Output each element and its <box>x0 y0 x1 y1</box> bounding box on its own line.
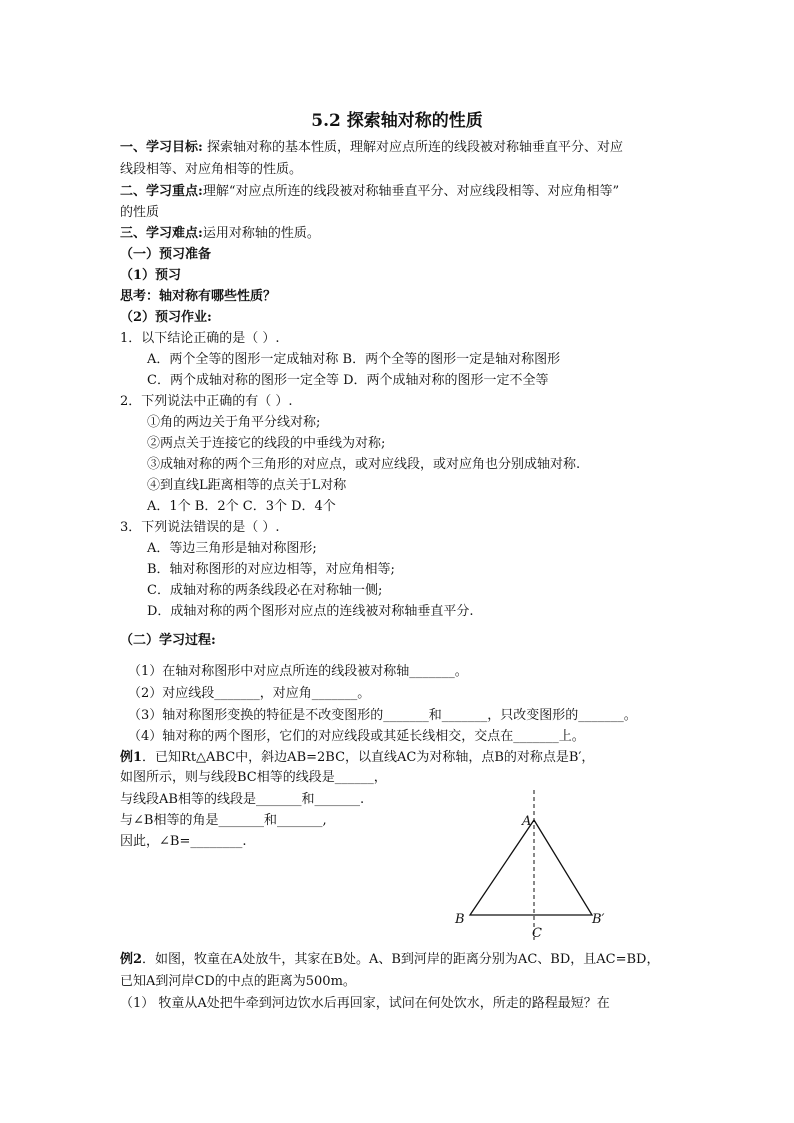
example-1-text-5: 因此，∠B=________. <box>120 834 247 849</box>
example-1-label: 例1 <box>120 750 143 765</box>
example-1-text-2: 如图所示，则与线段BC相等的线段是______， <box>120 770 387 785</box>
question-3-option-a: A．等边三角形是轴对称图形; <box>147 541 317 556</box>
goal-text-1b: 线段相等、对应角相等的性质。 <box>120 162 303 177</box>
example-2-text-3: （1） 牧童从A处把牛牵到河边饮水后再回家，试问在何处饮水，所走的路程最短？在 <box>120 996 610 1011</box>
goal-line-3 <box>120 225 320 243</box>
prep-think: 思考：轴对称有哪些性质？ <box>120 289 277 304</box>
goal-line-2 <box>120 183 619 201</box>
example-2-label: 例2 <box>120 952 143 967</box>
question-2: 2．下列说法中正确的有（ ）. <box>120 394 293 409</box>
question-3: 3．下列说法错误的是（ ）. <box>120 520 280 535</box>
goal-text-2a: 理解“对应点所连的线段被对称轴垂直平分、对应线段相等、对应角相等” <box>202 184 620 199</box>
vertex-label-b: B <box>455 912 465 927</box>
vertex-label-b-prime: B′ <box>592 912 605 927</box>
triangle-figure <box>444 782 624 942</box>
prep-sub-1: （1）预习 <box>120 268 182 283</box>
example-2-line-1 <box>120 951 659 969</box>
example-1-text-1: ．已知Rt△ABC中，斜边AB=2BC，以直线AC为对称轴，点B的对称点是B′， <box>142 750 595 765</box>
question-1-options-cd: C．两个成轴对称的图形一定全等 D．两个成轴对称的图形一定不全等 <box>147 373 549 388</box>
prep-sub-2: （2）预习作业: <box>120 310 212 325</box>
goal-text-3: 运用对称轴的性质。 <box>202 226 320 241</box>
example-2-text-1: ．如图，牧童在A处放牛，其家在B处。A、B到河岸的距离分别为AC、BD，且AC=BD， <box>142 952 660 967</box>
process-item-4: （4）轴对称的两个图形，它们的对应线段或其延长线相交，交点在_______上。 <box>128 729 585 744</box>
question-3-option-c: C．成轴对称的两条线段必在对称轴一侧; <box>147 583 383 598</box>
process-item-1: （1）在轴对称图形中对应点所连的线段被对称轴_______。 <box>128 664 468 679</box>
question-1-options-ab: A．两个全等的图形一定成轴对称 B．两个全等的图形一定是轴对称图形 <box>147 352 561 367</box>
question-1: 1．以下结论正确的是（ ）. <box>120 331 280 346</box>
vertex-label-c: C <box>532 926 542 941</box>
question-2-item-4: ④到直线L距离相等的点关于L对称 <box>147 478 347 493</box>
question-3-option-b: B．轴对称图形的对应边相等，对应角相等; <box>147 562 395 577</box>
triangle <box>470 820 592 915</box>
example-1-text-3: 与线段AB相等的线段是_______和_______. <box>120 792 365 807</box>
process-item-3: （3）轴对称图形变换的特征是不改变图形的_______和_______，只改变图形的_______。 <box>128 708 637 723</box>
goal-line-1 <box>120 139 623 157</box>
goal-text-2b: 的性质 <box>120 205 160 220</box>
vertex-label-a: A <box>522 814 532 829</box>
example-1-text-4: 与∠B相等的角是_______和_______, <box>120 813 327 828</box>
question-2-item-2: ②两点关于连接它的线段的中垂线为对称; <box>147 436 386 451</box>
goal-text-1a: 探索轴对称的基本性质，理解对应点所连的线段被对称轴垂直平分、对应 <box>202 140 623 155</box>
prep-heading: （一）预习准备 <box>120 247 212 262</box>
process-item-2: （2）对应线段_______，对应角_______。 <box>128 686 371 701</box>
question-2-item-1: ①角的两边关于角平分线对称; <box>147 415 321 430</box>
page-title: 5.2 探索轴对称的性质 <box>311 111 483 131</box>
process-heading: （二）学习过程: <box>120 633 216 648</box>
example-2-text-2: 已知A到河岸CD的中点的距离为500m。 <box>120 974 356 989</box>
example-1-line-1 <box>120 749 594 767</box>
question-3-option-d: D．成轴对称的两个图形对应点的连线被对称轴垂直平分. <box>147 604 474 619</box>
goal-heading-1: 一、学习目标: <box>120 140 203 155</box>
goal-heading-2: 二、学习重点: <box>120 184 203 199</box>
goal-heading-3: 三、学习难点: <box>120 226 203 241</box>
question-2-item-3: ③成轴对称的两个三角形的对应点，或对应线段，或对应角也分别成轴对称. <box>147 457 581 472</box>
question-2-options: A．1个 B．2个 C．3个 D．4个 <box>147 499 336 514</box>
